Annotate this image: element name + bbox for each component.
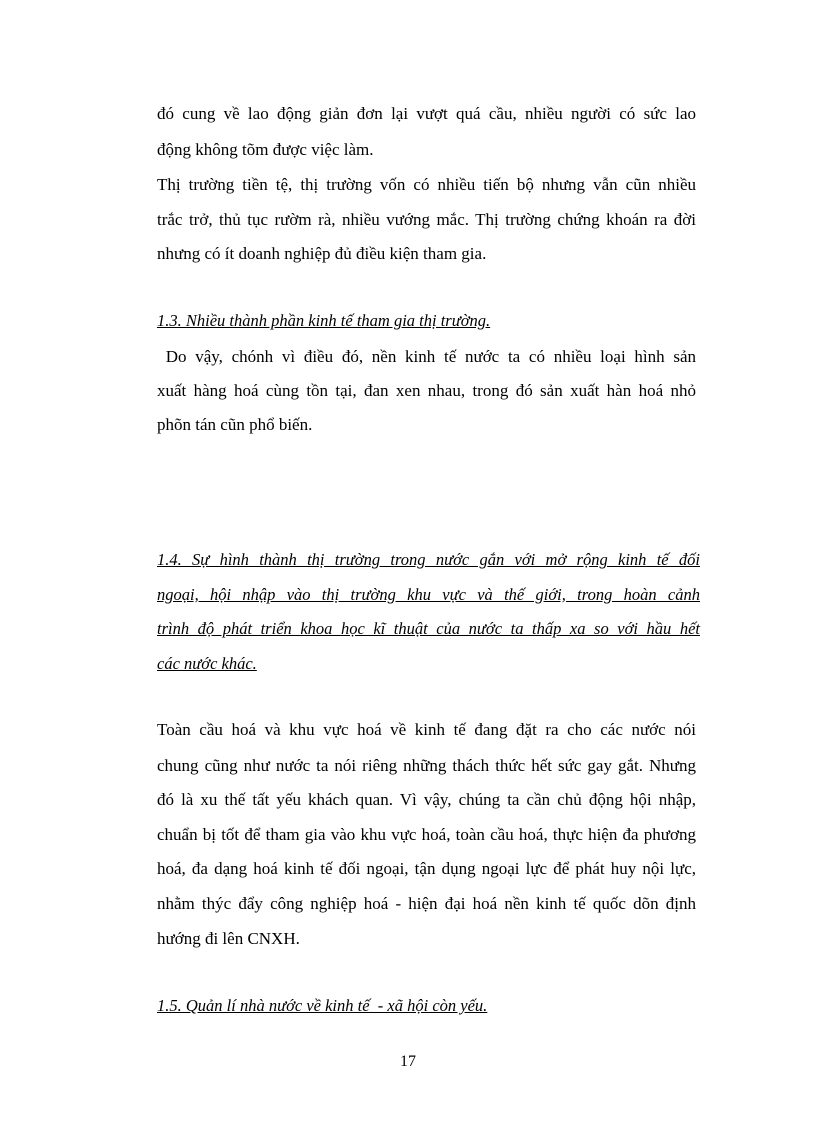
section-heading-1-4-line: ngoại, hội nhập vào thị trường khu vực và thế giới, trong hoàn cảnh xyxy=(157,585,700,604)
paragraph-line: chuẩn bị tốt để tham gia vào khu vực hoá, toàn cầu hoá, thực hiện đa phương xyxy=(157,825,696,844)
paragraph-line: trắc trở, thủ tục rườm rà, nhiều vướng mắc. Thị trường chứng khoán ra đời xyxy=(157,210,696,229)
paragraph-line: Thị trường tiền tệ, thị trường vốn có nhiều tiến bộ nhưng vẫn cũn nhiều xyxy=(157,175,696,194)
page-number: 17 xyxy=(400,1053,416,1070)
section-heading-1-3: 1.3. Nhiều thành phần kinh tế tham gia thị trường. xyxy=(157,311,491,330)
paragraph-line: đó cung về lao động giản đơn lại vượt quá cầu, nhiều người có sức lao xyxy=(157,104,696,123)
paragraph-line: Do vậy, chónh vì điều đó, nền kinh tế nước ta có nhiều loại hình sản xyxy=(157,347,696,366)
section-heading-1-5: 1.5. Quản lí nhà nước về kinh tế - xã hội còn yếu. xyxy=(157,996,488,1015)
paragraph-line: động không tõm được việc làm. xyxy=(157,140,374,159)
paragraph-line: Toàn cầu hoá và khu vực hoá về kinh tế đang đặt ra cho các nước nói xyxy=(157,720,696,739)
paragraph-line: chung cũng như nước ta nói riêng những thách thức hết sức gay gắt. Nhưng xyxy=(157,756,696,775)
paragraph-line: nhưng có ít doanh nghiệp đủ điều kiện tham gia. xyxy=(157,244,487,263)
paragraph-line: xuất hàng hoá cùng tồn tại, đan xen nhau, trong đó sản xuất hàn hoá nhỏ xyxy=(157,381,696,400)
section-heading-1-4-line: các nước khác. xyxy=(157,654,257,673)
paragraph-line: đó là xu thế tất yếu khách quan. Vì vậy, chúng ta cần chủ động hội nhập, xyxy=(157,790,696,809)
paragraph-line: hoá, đa dạng hoá kinh tế đối ngoại, tận dụng ngoại lực để phát huy nội lực, xyxy=(157,859,696,878)
section-heading-1-4-line: trình độ phát triển khoa học kĩ thuật của nước ta thấp xa so với hầu hết xyxy=(157,619,700,638)
section-heading-1-4-line: 1.4. Sự hình thành thị trường trong nước gắn với mở rộng kinh tế đối xyxy=(157,550,700,569)
paragraph-line: nhằm thýc đẩy công nghiệp hoá - hiện đại hoá nền kinh tế quốc dõn định xyxy=(157,894,696,913)
paragraph-line: hướng đi lên CNXH. xyxy=(157,929,300,948)
paragraph-line: phõn tán cũn phổ biến. xyxy=(157,415,313,434)
